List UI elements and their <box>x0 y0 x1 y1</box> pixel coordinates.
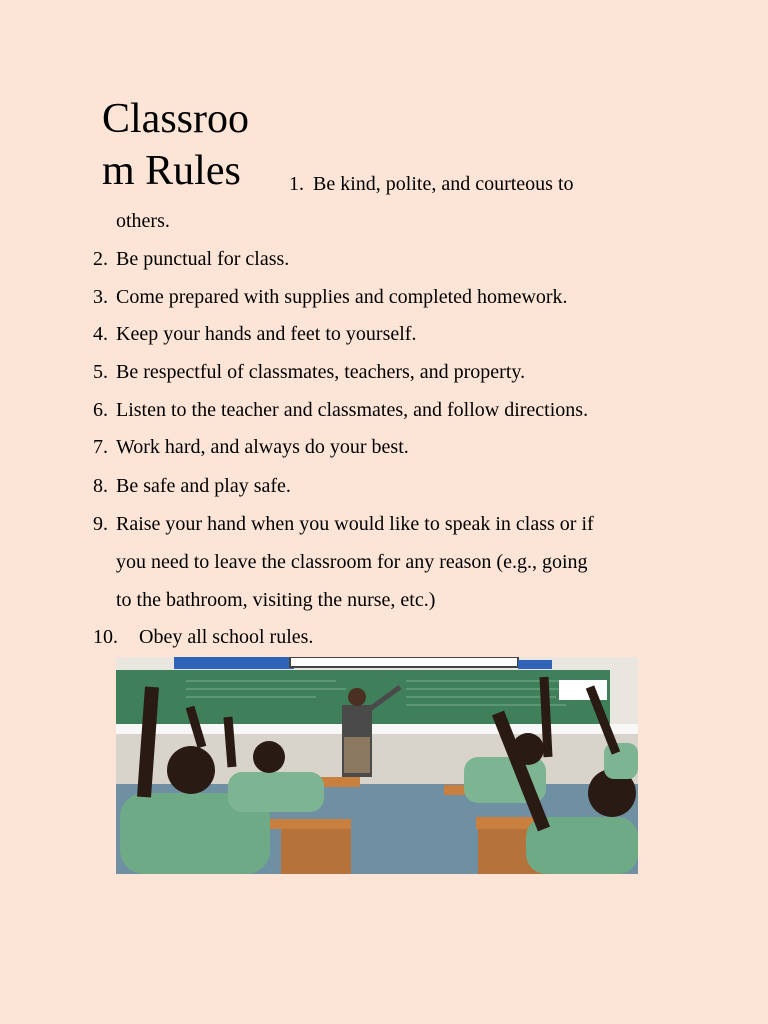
rule-number: 6. <box>93 399 108 421</box>
rule-text: Keep your hands and feet to yourself. <box>116 323 417 345</box>
rule-number: 1. <box>289 173 304 195</box>
rule-text: Be punctual for class. <box>116 248 290 270</box>
title-line-1: Classroo <box>102 96 249 142</box>
blue-strip <box>518 660 552 669</box>
rule-number: 9. <box>93 513 108 535</box>
rule-text: to the bathroom, visiting the nurse, etc.) <box>116 589 436 611</box>
rule-text: Work hard, and always do your best. <box>116 436 409 458</box>
rule-text: Be kind, polite, and courteous to <box>313 173 574 195</box>
desk-front <box>281 829 351 874</box>
rule-number: 5. <box>93 361 108 383</box>
rule-number: 10. <box>93 626 118 648</box>
projector-screen <box>290 657 518 667</box>
poster <box>559 680 607 700</box>
rule-number: 7. <box>93 436 108 458</box>
rule-number: 4. <box>93 323 108 345</box>
desk <box>266 819 351 829</box>
rule-text: Obey all school rules. <box>139 626 314 648</box>
rule-text: you need to leave the classroom for any reason (e.g., going <box>116 551 588 573</box>
rule-text: Come prepared with supplies and completed homework. <box>116 286 568 308</box>
rule-number: 3. <box>93 286 108 308</box>
rule-text: Be respectful of classmates, teachers, and property. <box>116 361 526 383</box>
rule-number: 2. <box>93 248 108 270</box>
rule-text: Raise your hand when you would like to speak in class or if <box>116 513 594 535</box>
rule-text: others. <box>116 210 170 232</box>
rule-number: 8. <box>93 475 108 497</box>
title-line-2: m Rules <box>102 148 241 194</box>
rule-text: Be safe and play safe. <box>116 475 291 497</box>
classroom-photo <box>116 657 638 874</box>
blue-strip <box>174 657 294 669</box>
rule-text: Listen to the teacher and classmates, and follow directions. <box>116 399 589 421</box>
